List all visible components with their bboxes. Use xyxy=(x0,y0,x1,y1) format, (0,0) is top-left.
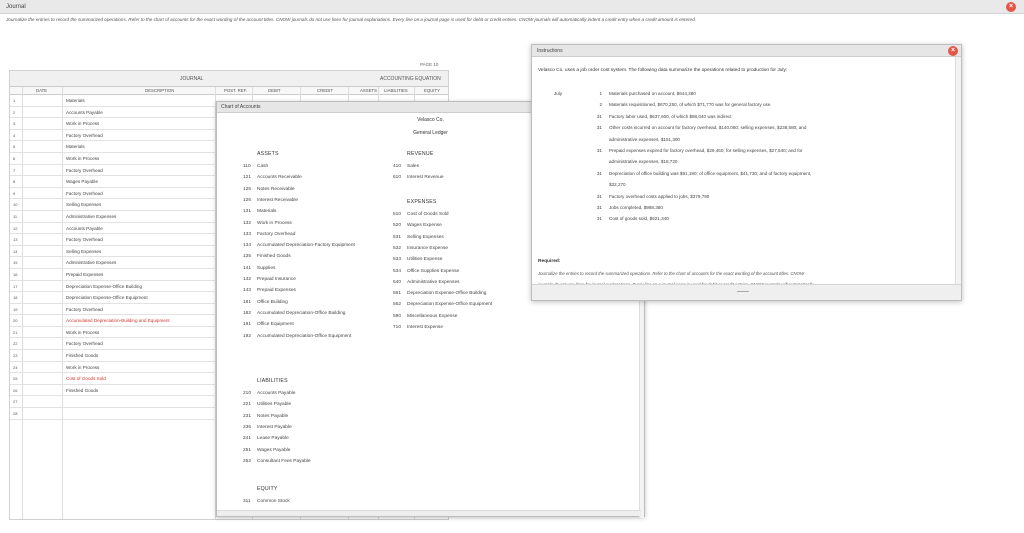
account-item xyxy=(243,164,268,169)
row-number: 26 xyxy=(13,387,18,393)
account-number: 125 xyxy=(243,186,252,192)
account-name: Prepaid Insurance xyxy=(257,277,296,282)
row-description[interactable]: Cost of Goods Sold xyxy=(66,376,106,382)
account-number: 562 xyxy=(393,302,402,308)
row-number: 5 xyxy=(13,144,16,150)
required-heading: Required: xyxy=(538,259,561,264)
account-number: 533 xyxy=(393,257,402,263)
row-description[interactable]: Work in Process xyxy=(66,329,100,335)
account-name: Interest Payable xyxy=(257,424,292,430)
account-number: 252 xyxy=(243,458,252,464)
account-item xyxy=(243,311,345,316)
row-description[interactable]: Prepaid Expenses xyxy=(66,271,104,277)
account-name: Selling Expenses xyxy=(407,234,444,240)
col-debit: DEBIT xyxy=(268,88,281,93)
account-number: 135 xyxy=(243,254,252,260)
row-description[interactable]: Accounts Payable xyxy=(66,109,103,115)
row-number: 9 xyxy=(13,190,16,196)
account-number: 510 xyxy=(393,212,402,217)
accounting-equation-title: ACCOUNTING EQUATION xyxy=(380,76,441,82)
account-item xyxy=(243,322,294,327)
row-number: 3 xyxy=(13,121,16,127)
account-number: 210 xyxy=(243,391,252,396)
row-number: 11 xyxy=(13,213,18,219)
row-description[interactable]: Depreciation Expense-Office Equipment xyxy=(66,295,148,301)
account-item xyxy=(243,254,291,259)
account-item xyxy=(393,175,444,180)
row-number: 1 xyxy=(13,98,16,103)
transaction-day: 31 xyxy=(596,148,602,153)
instructions-window xyxy=(531,44,962,301)
row-number: 8 xyxy=(13,179,16,185)
month-label: July xyxy=(554,91,563,96)
row-number: 2 xyxy=(13,109,16,115)
account-number: 191 xyxy=(243,322,252,328)
revenue-heading: REVENUE xyxy=(407,151,434,157)
col-post-ref: POST. REF. xyxy=(224,88,247,93)
transaction-text: Materials purchased on account, $644,380 xyxy=(609,91,696,96)
account-name: Cost of Goods Sold xyxy=(407,212,449,217)
account-name: Miscellaneous Expense xyxy=(407,313,458,319)
row-number: 17 xyxy=(13,283,18,289)
liabilities-heading: LIABILITIES xyxy=(257,378,288,384)
coa-title: Chart of Accounts xyxy=(217,102,644,113)
account-item xyxy=(243,448,290,453)
account-name: Wages Payable xyxy=(257,447,291,453)
row-description[interactable]: Selling Expenses xyxy=(66,248,102,254)
account-name: Utilities Payable xyxy=(257,402,292,408)
row-number: 20 xyxy=(13,318,18,324)
account-number: 143 xyxy=(243,288,252,294)
account-item xyxy=(243,459,311,464)
account-name: Notes Payable xyxy=(257,413,289,419)
col-description: DESCRIPTION xyxy=(145,88,175,93)
coa-company: Velasco Co. xyxy=(417,117,444,123)
account-number: 134 xyxy=(243,243,252,249)
account-number: 221 xyxy=(243,402,252,408)
transaction-text: Materials requisitioned, $670,250, of which $71,770 was for general factory use xyxy=(609,102,771,108)
account-number: 410 xyxy=(393,164,402,169)
transaction-text: Cost of goods sold, $921,340 xyxy=(609,216,669,222)
transaction-day: 31 xyxy=(596,193,602,199)
account-number: 561 xyxy=(393,291,402,297)
transaction-text: administrative expenses, $151,300 xyxy=(609,136,680,142)
row-description[interactable]: Administrative Expenses xyxy=(66,260,117,266)
row-description[interactable]: Materials xyxy=(66,144,85,150)
row-description[interactable]: Finished Goods xyxy=(66,387,99,393)
account-item xyxy=(243,425,292,430)
transaction-day: 31 xyxy=(596,170,602,176)
account-name: Finished Goods xyxy=(257,254,291,260)
account-number: 531 xyxy=(393,234,402,240)
account-name: Depreciation Expense-Office Building xyxy=(407,291,487,297)
account-name: Accumulated Depreciation-Office Equipment xyxy=(257,333,352,339)
row-description[interactable]: Factory Overhead xyxy=(66,306,103,312)
account-item xyxy=(393,257,442,262)
col-date: DATE xyxy=(36,88,48,93)
row-number: 28 xyxy=(13,411,18,417)
row-number: 23 xyxy=(13,353,18,359)
account-number: 182 xyxy=(243,310,252,316)
row-description[interactable]: Wages Payable xyxy=(66,179,99,185)
row-description[interactable]: Materials xyxy=(66,98,85,103)
account-number: 532 xyxy=(393,245,402,251)
transaction-text: Depreciation of office building was $91,180; of office equipment, $41,730; and of factory equipment, xyxy=(609,170,812,176)
account-item xyxy=(243,232,295,237)
account-item xyxy=(393,280,460,285)
account-name: Office Building xyxy=(257,299,288,305)
account-name: Accounts Payable xyxy=(257,391,296,396)
account-name: Consultant Fees Payable xyxy=(257,458,311,464)
account-item xyxy=(243,266,275,271)
row-number: 13 xyxy=(13,237,18,243)
account-item xyxy=(393,302,492,307)
account-name: Interest Receivable xyxy=(257,197,299,203)
account-number: 126 xyxy=(243,197,252,203)
account-item xyxy=(243,391,295,396)
row-description[interactable]: Work in Process xyxy=(66,364,100,370)
transaction-text: Prepaid expenses expired for factory overhead, $29,450; for selling expenses, $27,540; and for xyxy=(609,148,803,153)
transaction-text: Jobs completed, $988,380 xyxy=(609,205,663,210)
account-name: Sales xyxy=(407,164,419,169)
account-number: 251 xyxy=(243,447,252,453)
row-description[interactable]: Depreciation Expense-Office Building xyxy=(66,283,143,289)
row-number: 18 xyxy=(13,295,18,301)
col-liabilities: LIABILITIES xyxy=(384,88,408,93)
account-name: Utilities Expense xyxy=(407,257,443,263)
transaction-day: 31 xyxy=(596,125,602,131)
account-name: Cash xyxy=(257,164,269,169)
account-name: Lease Payable xyxy=(257,436,289,442)
row-number: 22 xyxy=(13,341,18,347)
equity-heading: EQUITY xyxy=(257,486,278,492)
account-item xyxy=(243,499,290,504)
account-item xyxy=(393,325,443,330)
account-number: 132 xyxy=(243,220,252,226)
account-item xyxy=(243,334,351,339)
row-number: 6 xyxy=(13,155,16,161)
journal-window-title: Journal xyxy=(0,0,1024,14)
account-item xyxy=(243,300,288,305)
account-number: 133 xyxy=(243,231,252,237)
account-item xyxy=(243,436,289,441)
account-number: 181 xyxy=(243,299,252,305)
required-text: Journalize the entries to record the summarized operations. Refer to the chart of accounts for the exact wording of the account titles. CNOW xyxy=(538,271,805,276)
transaction-text: Factory overhead costs applied to jobs, $379,790 xyxy=(609,193,710,199)
row-number: 25 xyxy=(13,376,18,382)
account-name: Interest Expense xyxy=(407,325,443,330)
account-item xyxy=(393,164,419,169)
row-description[interactable]: Accumulated Depreciation-Building and Equipment xyxy=(66,318,170,324)
account-number: 110 xyxy=(243,164,251,169)
col-credit: CREDIT xyxy=(317,88,333,93)
page-label: PAGE 10 xyxy=(420,62,439,67)
account-number: 540 xyxy=(393,279,402,285)
instructions-title: Instructions xyxy=(532,45,961,57)
row-description[interactable]: Factory Overhead xyxy=(66,237,103,243)
row-description[interactable]: Factory Overhead xyxy=(66,341,103,347)
account-name: Prepaid Expenses xyxy=(257,288,296,294)
account-item xyxy=(393,235,444,240)
account-item xyxy=(243,187,295,192)
row-description[interactable]: Finished Goods xyxy=(66,353,99,359)
account-number: 241 xyxy=(243,436,252,442)
account-item xyxy=(243,277,296,282)
account-name: Interest Revenue xyxy=(407,175,444,181)
account-number: 520 xyxy=(393,223,402,229)
account-number: 141 xyxy=(243,265,252,271)
account-item xyxy=(393,314,457,319)
row-number: 4 xyxy=(13,132,16,138)
row-description[interactable]: Work in Process xyxy=(66,121,100,127)
transaction-day: 1 xyxy=(599,91,602,96)
assets-heading: ASSETS xyxy=(257,151,279,157)
account-item xyxy=(243,209,276,214)
account-name: Factory Overhead xyxy=(257,231,296,237)
account-name: Notes Receivable xyxy=(257,186,295,192)
account-name: Materials xyxy=(257,209,277,215)
account-number: 121 xyxy=(243,175,252,181)
journal-instructions: Journalize the entries to record the summarized operations. Refer to the chart of accounts for the exact wording of the account titles. CNOW journals do not use lines for journal explanations. Every line on a journal page is used for debit or credit entries. CNOW journals will automatically indent a credit entry when a credit amount is entered. xyxy=(6,17,696,22)
row-number: 14 xyxy=(13,248,18,254)
account-number: 192 xyxy=(243,333,252,339)
account-item xyxy=(243,221,292,226)
account-item xyxy=(243,175,302,180)
close-journal-icon[interactable]: × xyxy=(1006,2,1016,12)
row-description[interactable]: Factory Overhead xyxy=(66,167,103,173)
row-description[interactable]: Selling Expenses xyxy=(66,202,102,208)
account-name: Wages Expense xyxy=(407,223,442,229)
account-name: Insurance Expense xyxy=(407,245,449,251)
account-number: 142 xyxy=(243,277,252,282)
row-number: 24 xyxy=(13,364,18,370)
row-number: 15 xyxy=(13,260,18,266)
transaction-day: 31 xyxy=(596,216,602,222)
row-description[interactable]: Accounts Payable xyxy=(66,225,103,231)
account-name: Supplies xyxy=(257,265,276,271)
coa-resize-bar[interactable] xyxy=(217,510,641,516)
account-number: 131 xyxy=(243,209,252,215)
account-name: Depreciation Expense-Office Equipment xyxy=(407,302,493,308)
account-name: Work in Process xyxy=(257,220,292,226)
transaction-text: Other costs incurred on account for factory overhead, $140,060; selling expenses, $238,580; and xyxy=(609,125,807,131)
close-instructions-icon[interactable]: × xyxy=(948,46,958,56)
account-item xyxy=(243,402,291,407)
transaction-day: 2 xyxy=(599,102,602,108)
journal-column-headers xyxy=(10,87,448,95)
account-name: Administrative Expenses xyxy=(407,279,460,285)
account-name: Common Stock xyxy=(257,499,290,504)
account-name: Office Supplies Expense xyxy=(407,268,460,274)
expenses-heading: EXPENSES xyxy=(407,199,437,205)
account-item xyxy=(393,269,459,274)
account-name: Office Equipment xyxy=(257,322,294,328)
row-description[interactable]: Administrative Expenses xyxy=(66,213,117,219)
account-name: Accumulated Depreciation-Factory Equipment xyxy=(257,243,355,249)
account-number: 710 xyxy=(393,325,402,330)
account-item xyxy=(393,223,442,228)
transaction-text: Factory labor used, $637,600, of which $88,040 was indirect xyxy=(609,113,732,119)
account-name: Accumulated Depreciation-Office Building xyxy=(257,310,346,316)
account-item xyxy=(393,246,448,251)
account-item xyxy=(243,288,296,293)
instructions-intro: Velasco Co. uses a job order cost system. The following data summarize the operations related to production for July: xyxy=(538,68,788,73)
col-equity: EQUITY xyxy=(424,88,440,93)
coa-ledger: General Ledger xyxy=(413,130,448,136)
account-item xyxy=(243,414,288,419)
account-item xyxy=(243,243,355,248)
account-item xyxy=(243,198,298,203)
journal-title: JOURNAL xyxy=(180,76,204,82)
row-description[interactable]: Factory Overhead xyxy=(66,132,103,138)
transaction-text: $32,270 xyxy=(609,182,626,188)
row-number: 16 xyxy=(13,271,18,277)
row-number: 7 xyxy=(13,167,16,173)
row-description[interactable]: Factory Overhead xyxy=(66,190,103,196)
account-item xyxy=(393,291,486,296)
instructions-resize-bar[interactable] xyxy=(532,284,961,300)
transaction-day: 31 xyxy=(596,205,602,210)
account-number: 236 xyxy=(243,424,252,430)
transaction-day: 31 xyxy=(596,113,602,119)
instructions-scrollbar[interactable] xyxy=(955,57,961,286)
row-description[interactable]: Work in Process xyxy=(66,155,100,161)
col-assets: ASSETS xyxy=(360,88,377,93)
journal-header xyxy=(10,71,448,87)
row-number: 19 xyxy=(13,306,18,312)
transaction-text: administrative expenses, $18,720 xyxy=(609,159,678,165)
account-name: Accounts Receivable xyxy=(257,175,302,181)
row-number: 27 xyxy=(13,399,18,405)
account-number: 590 xyxy=(393,313,402,319)
row-number: 12 xyxy=(13,225,18,231)
account-number: 610 xyxy=(393,175,402,181)
row-number: 10 xyxy=(13,202,18,208)
account-number: 534 xyxy=(393,268,402,274)
account-item xyxy=(393,212,449,217)
row-number: 21 xyxy=(13,329,18,335)
account-number: 311 xyxy=(243,499,251,504)
account-number: 231 xyxy=(243,413,252,419)
